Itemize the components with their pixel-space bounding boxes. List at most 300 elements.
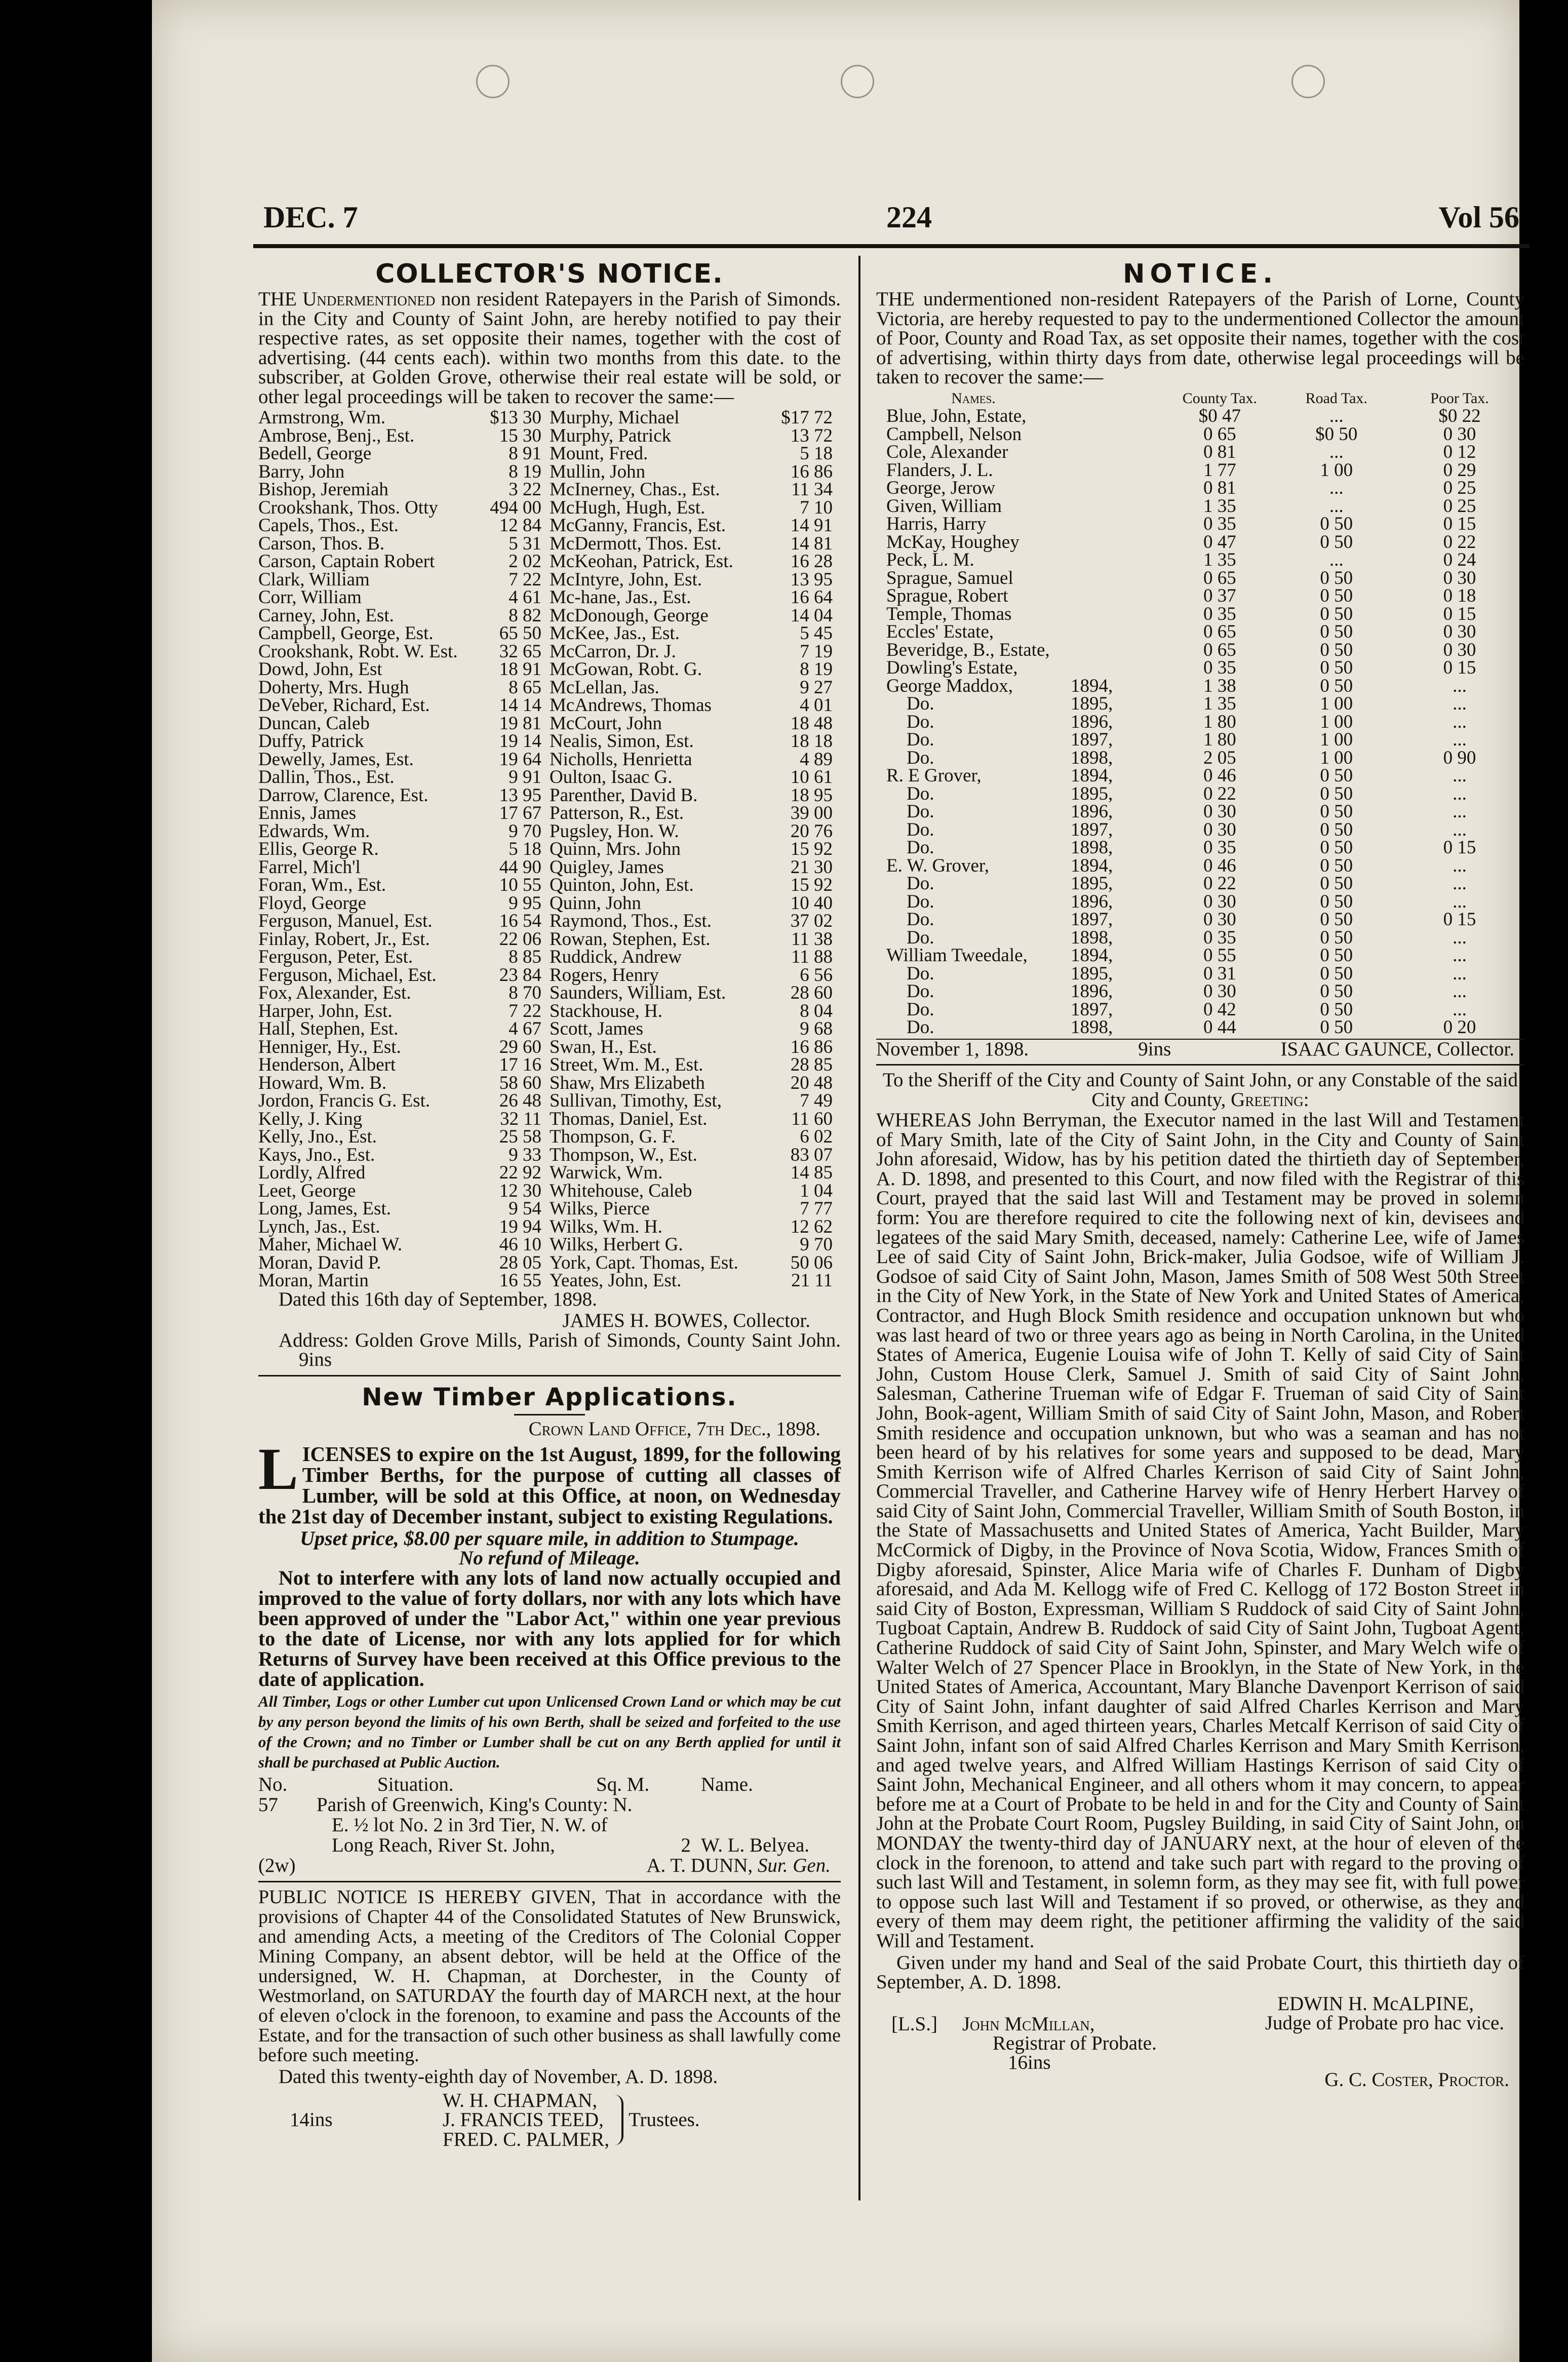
page-header xyxy=(253,200,1530,241)
rate-amount: 17 16 xyxy=(499,1054,541,1075)
ratepayer-name: Cole, Alexander xyxy=(886,442,1008,462)
ratepayer-name: Whitehouse, Caleb xyxy=(550,1180,692,1201)
ratepayer-name: Campbell, Nelson xyxy=(886,423,1022,445)
ratepayer-name: Sullivan, Timothy, Est, xyxy=(550,1090,722,1111)
ratepayer-name: Scott, James xyxy=(550,1018,643,1039)
volume-number: Vol 56 xyxy=(1438,201,1519,234)
tax-year: 1895, xyxy=(1071,873,1113,894)
lorne-row xyxy=(876,803,1524,821)
rate-amount: 22 92 xyxy=(499,1162,541,1183)
binding-hole xyxy=(476,65,509,98)
ratepayer-name: Campbell, George, Est. xyxy=(258,623,434,644)
rate-amount: 16 55 xyxy=(499,1270,541,1291)
ratepayer-name: Corr, William xyxy=(258,587,362,608)
ratepayer-name: Dowd, John, Est xyxy=(258,659,382,680)
collector-row xyxy=(258,1038,841,1056)
county-tax: 1 80 xyxy=(1203,711,1236,732)
road-tax: 1 00 xyxy=(1320,693,1353,714)
road-tax: 0 50 xyxy=(1320,765,1353,786)
county-tax: 0 30 xyxy=(1203,891,1236,912)
rate-amount: 4 61 xyxy=(508,587,541,608)
ratepayer-name: Edwards, Wm. xyxy=(258,820,370,842)
berth-applicant: W. L. Belyea. xyxy=(701,1834,810,1856)
timber-office: Crown Land Office, 7th Dec., 1898. xyxy=(528,1418,820,1440)
rate-amount: 3 22 xyxy=(508,479,541,500)
ratepayer-name: McIntyre, John, Est. xyxy=(550,569,702,590)
collector-row xyxy=(258,499,841,517)
lorne-collector: ISAAC GAUNCE, Collector. xyxy=(1280,1038,1514,1060)
proctor-name: G. C. Coster, Proctor. xyxy=(1324,2068,1509,2091)
ratepayer-name: Quinn, John xyxy=(550,892,641,914)
sheriff-heading: To the Sheriff of the City and County of Saint John, or any Constable of the said City and County, Greeting: xyxy=(882,1069,1518,1111)
public-notice: PUBLIC NOTICE IS HEREBY GIVEN, That in accordance with the provisions of Chapter 44 of the Consolidated Statutes of New Brunswick, and amending Acts, a meeting of the Creditors of The Colonial Copper Mining Company, an absent debtor, will be held at the Office of the undersigned, W. H. Chapman, at Dorchester, in the County of Westmorland, on SATURDAY the fourth day of MARCH next, at the hour of eleven o'clock in the forenoon, to examine and pass the Accounts of the Estate, and for the transaction of such other business as shall lawfully come before such meeting. xyxy=(258,1886,841,2066)
tax-year xyxy=(1071,659,1161,677)
collector-row xyxy=(258,804,841,822)
rate-amount: 7 22 xyxy=(508,569,541,590)
tax-year: 1897, xyxy=(1071,819,1113,840)
ratepayer-name: McDermott, Thos. Est. xyxy=(550,533,722,554)
ratepayer-name: McKee, Jas., Est. xyxy=(550,623,680,644)
ratepayer-name: Do. xyxy=(907,909,934,930)
poor-tax: 0 30 xyxy=(1443,423,1476,445)
collector-notice-title: COLLECTOR'S NOTICE. xyxy=(375,259,724,289)
ratepayer-name: Do. xyxy=(907,801,934,822)
ratepayer-name: Do. xyxy=(907,891,934,912)
ratepayer-name: McAndrews, Thomas xyxy=(550,695,712,716)
tax-year: 1895, xyxy=(1071,963,1113,984)
insertion-count: 9ins xyxy=(1138,1038,1171,1060)
rate-amount: 7 10 xyxy=(800,497,833,518)
tax-year xyxy=(1071,479,1161,497)
ratepayer-name: Do. xyxy=(907,873,934,894)
collector-rates-table xyxy=(258,409,841,1290)
poor-tax: 0 30 xyxy=(1443,567,1476,588)
seal-mark: [L.S.] xyxy=(891,2013,937,2035)
rate-amount: 7 22 xyxy=(508,1000,541,1021)
poor-tax: 0 18 xyxy=(1443,585,1476,606)
ratepayer-name: Sprague, Samuel xyxy=(886,567,1013,588)
road-tax: $0 50 xyxy=(1315,423,1358,445)
collector-row xyxy=(258,948,841,966)
rate-amount: 15 30 xyxy=(499,425,541,446)
road-tax: 0 50 xyxy=(1320,945,1353,966)
ratepayer-name: Wilks, Pierce xyxy=(550,1198,650,1219)
ratepayer-name: William Tweedale, xyxy=(886,945,1028,966)
ratepayer-name: DeVeber, Richard, Est. xyxy=(258,695,430,716)
ratepayer-name: Finlay, Robert, Jr., Est. xyxy=(258,928,430,950)
lorne-row xyxy=(876,443,1524,461)
tax-year: 1897, xyxy=(1071,999,1113,1020)
ratepayer-name: Crookshank, Robt. W. Est. xyxy=(258,641,458,662)
ratepayer-name: Shaw, Mrs Elizabeth xyxy=(550,1072,705,1093)
ratepayer-name: Wilks, Wm. H. xyxy=(550,1216,662,1237)
collector-dated: Dated this 16th day of September, 1898. xyxy=(279,1288,597,1310)
timber-signature: A. T. DUNN, Sur. Gen. xyxy=(646,1855,831,1876)
rate-amount: 14 14 xyxy=(499,695,541,716)
tax-year xyxy=(1071,515,1161,533)
ratepayer-name: Do. xyxy=(907,927,934,948)
rate-amount: 9 27 xyxy=(800,677,833,698)
collector-row xyxy=(258,1002,841,1020)
ratepayer-name: Duncan, Caleb xyxy=(258,713,370,734)
rate-amount: 1 04 xyxy=(800,1180,833,1201)
county-tax: 0 31 xyxy=(1203,963,1236,984)
rate-amount: 9 54 xyxy=(508,1198,541,1219)
tax-year xyxy=(1071,497,1161,516)
ratepayer-name: Floyd, George xyxy=(258,892,367,914)
ratepayer-name: Yeates, John, Est. xyxy=(550,1270,682,1291)
ratepayer-name: Harper, John, Est. xyxy=(258,1000,393,1021)
road-tax: 1 00 xyxy=(1320,459,1353,481)
lorne-row xyxy=(876,569,1524,587)
ratepayer-name: Armstrong, Wm. xyxy=(258,407,386,428)
rate-amount: 50 06 xyxy=(790,1252,833,1273)
rate-amount: 7 19 xyxy=(800,641,833,662)
rate-amount: 5 18 xyxy=(508,839,541,859)
collector-row xyxy=(258,1056,841,1074)
poor-tax: 0 22 xyxy=(1443,531,1476,553)
rate-amount: 8 91 xyxy=(508,443,541,464)
ratepayer-name: Bishop, Jeremiah xyxy=(258,479,388,500)
ratepayer-name: Maher, Michael W. xyxy=(258,1234,403,1255)
road-tax: ... xyxy=(1329,549,1344,570)
rate-amount: 10 61 xyxy=(790,767,833,788)
rate-amount: 83 07 xyxy=(790,1144,833,1165)
rate-amount: 65 50 xyxy=(499,623,541,644)
collector-row xyxy=(258,966,841,985)
ratepayer-name: York, Capt. Thomas, Est. xyxy=(550,1252,738,1273)
lorne-footer xyxy=(876,1039,1524,1059)
lorne-row xyxy=(876,767,1524,785)
column-header: County Tax. xyxy=(1182,389,1258,407)
ratepayer-name: Saunders, William, Est. xyxy=(550,982,726,1003)
road-tax: 0 50 xyxy=(1320,981,1353,1002)
poor-tax: 0 90 xyxy=(1443,747,1476,768)
collector-row xyxy=(258,930,841,949)
trustee-name: J. FRANCIS TEED, xyxy=(443,2109,604,2131)
trustee-name: W. H. CHAPMAN, xyxy=(443,2089,598,2111)
trustee-name: FRED. C. PALMER, xyxy=(443,2128,610,2150)
rate-amount: 20 48 xyxy=(790,1072,833,1093)
ratepayer-name: Moran, David P. xyxy=(258,1252,381,1273)
rate-amount: 9 91 xyxy=(508,767,541,788)
lorne-row xyxy=(876,461,1524,480)
collector-row xyxy=(258,1092,841,1110)
bracket xyxy=(614,2095,623,2145)
county-tax: 1 38 xyxy=(1203,675,1236,696)
rate-amount: 32 11 xyxy=(500,1108,541,1129)
rate-amount: 9 70 xyxy=(508,820,541,842)
county-tax: 0 46 xyxy=(1203,855,1236,876)
collector-row xyxy=(258,876,841,894)
column-header: Names. xyxy=(951,389,996,407)
rate-amount: 16 86 xyxy=(790,1036,833,1057)
issue-date: DEC. 7 xyxy=(263,201,358,234)
ratepayer-name: Quinton, John, Est. xyxy=(550,875,694,895)
lorne-row xyxy=(876,641,1524,659)
ratepayer-name: McCourt, John xyxy=(550,713,662,734)
ratepayer-name: Capels, Thos., Est. xyxy=(258,515,399,536)
rate-amount: 17 67 xyxy=(499,803,541,823)
poor-tax: ... xyxy=(1453,801,1467,822)
county-tax: 1 77 xyxy=(1203,459,1236,481)
timber-title: New Timber Applications. xyxy=(362,1383,737,1411)
tax-year: 1895, xyxy=(1071,783,1113,804)
trustees-label: Trustees. xyxy=(629,2109,700,2131)
road-tax: 1 00 xyxy=(1320,747,1353,768)
lorne-row xyxy=(876,965,1524,983)
ratepayer-name: Carney, John, Est. xyxy=(258,605,394,626)
rate-amount: 10 40 xyxy=(790,892,833,914)
rate-amount: 9 33 xyxy=(508,1144,541,1165)
road-tax: ... xyxy=(1329,495,1344,517)
road-tax: 1 00 xyxy=(1320,711,1353,732)
ratepayer-name: Lynch, Jas., Est. xyxy=(258,1216,380,1237)
rate-amount: 14 85 xyxy=(790,1162,833,1183)
tax-year: 1896, xyxy=(1071,891,1113,912)
title-underline xyxy=(514,1414,585,1415)
lorne-row xyxy=(876,839,1524,857)
ratepayer-name: Hall, Stephen, Est. xyxy=(258,1018,399,1039)
road-tax: 0 50 xyxy=(1320,891,1353,912)
registrar-name: John McMillan, xyxy=(962,2013,1095,2035)
ratepayer-name: Long, James, Est. xyxy=(258,1198,391,1219)
lorne-row xyxy=(876,929,1524,947)
ratepayer-name: Lordly, Alfred xyxy=(258,1162,366,1183)
ratepayer-name: Darrow, Clarence, Est. xyxy=(258,784,428,806)
ratepayer-name: Dallin, Thos., Est. xyxy=(258,767,395,788)
ratepayer-name: Flanders, J. L. xyxy=(886,459,993,481)
collector-row xyxy=(258,427,841,445)
rate-amount: 12 30 xyxy=(499,1180,541,1201)
rate-amount: 5 45 xyxy=(800,623,833,644)
rate-amount: 8 19 xyxy=(508,461,541,482)
county-tax: 1 35 xyxy=(1203,549,1236,570)
poor-tax: 0 29 xyxy=(1443,459,1476,481)
ratepayer-name: Carson, Captain Robert xyxy=(258,551,435,572)
ratepayer-name: Bedell, George xyxy=(258,443,372,464)
road-tax: 0 50 xyxy=(1320,837,1353,858)
collector-row xyxy=(258,751,841,769)
right-column xyxy=(876,258,1524,2096)
ratepayer-name: McHugh, Hugh, Est. xyxy=(550,497,705,518)
ratepayer-name: Henniger, Hy., Est. xyxy=(258,1036,401,1057)
tax-year: 1897, xyxy=(1071,909,1113,930)
lorne-row xyxy=(876,497,1524,516)
timber-berth-table xyxy=(258,1775,841,1876)
road-tax: 0 50 xyxy=(1320,567,1353,588)
county-tax: 0 22 xyxy=(1203,783,1236,804)
ratepayer-name: Duffy, Patrick xyxy=(258,731,364,752)
lorne-row xyxy=(876,515,1524,533)
road-tax: 0 50 xyxy=(1320,909,1353,930)
poor-tax: ... xyxy=(1453,693,1467,714)
poor-tax: 0 15 xyxy=(1443,837,1476,858)
ratepayer-name: Patterson, R., Est. xyxy=(550,803,684,823)
rate-amount: 58 60 xyxy=(499,1072,541,1093)
ratepayer-name: Fox, Alexander, Est. xyxy=(258,982,411,1003)
county-tax: 0 30 xyxy=(1203,981,1236,1002)
poor-tax: 0 20 xyxy=(1443,1017,1476,1038)
collector-row xyxy=(258,715,841,733)
road-tax: 0 50 xyxy=(1320,999,1353,1020)
ratepayer-name: McKeohan, Patrick, Est. xyxy=(550,551,733,572)
ratepayer-name: Parenther, David B. xyxy=(550,784,698,806)
rate-amount: 4 01 xyxy=(800,695,833,716)
ratepayer-name: Blue, John, Estate, xyxy=(886,406,1027,426)
tax-year: 1895, xyxy=(1071,693,1113,714)
poor-tax: ... xyxy=(1453,963,1467,984)
ratepayer-name: Ferguson, Michael, Est. xyxy=(258,964,437,986)
poor-tax: ... xyxy=(1453,711,1467,732)
ratepayer-name: Moran, Martin xyxy=(258,1270,369,1291)
collector-row xyxy=(258,409,841,427)
ratepayer-name: Quigley, James xyxy=(550,856,664,878)
rate-amount: 6 56 xyxy=(800,964,833,986)
binding-hole xyxy=(841,65,874,98)
tax-year xyxy=(1071,461,1161,480)
county-tax: 0 47 xyxy=(1203,531,1236,553)
lorne-row xyxy=(876,893,1524,911)
insertion-count: (2w) xyxy=(258,1855,296,1876)
registrar-title: Registrar of Probate. xyxy=(993,2032,1157,2054)
ratepayer-name: Do. xyxy=(907,837,934,858)
column-header: Road Tax. xyxy=(1305,389,1367,407)
road-tax: 0 50 xyxy=(1320,963,1353,984)
rate-amount: 10 55 xyxy=(499,875,541,895)
tax-year xyxy=(1071,587,1161,605)
county-tax: 0 35 xyxy=(1203,514,1236,534)
poor-tax: 0 30 xyxy=(1443,639,1476,660)
rate-amount: 9 70 xyxy=(800,1234,833,1255)
ratepayer-name: Stackhouse, H. xyxy=(550,1000,662,1021)
rate-amount: 8 04 xyxy=(800,1000,833,1021)
lorne-row xyxy=(876,1001,1524,1019)
collector-row xyxy=(258,1272,841,1290)
rate-amount: 14 04 xyxy=(790,605,833,626)
collector-row xyxy=(258,660,841,679)
rate-amount: 28 60 xyxy=(790,982,833,1003)
ratepayer-name: Peck, L. M. xyxy=(886,549,974,570)
lorne-row xyxy=(876,785,1524,803)
road-tax: 0 50 xyxy=(1320,873,1353,894)
collector-row xyxy=(258,643,841,661)
ratepayer-name: Kelly, Jno., Est. xyxy=(258,1126,377,1147)
column-header: No. xyxy=(258,1774,288,1795)
ratepayer-name: McInerney, Chas., Est. xyxy=(550,479,720,500)
ratepayer-name: Temple, Thomas xyxy=(886,603,1012,624)
rate-amount: 19 64 xyxy=(499,749,541,770)
column-header: Sq. M. xyxy=(596,1774,650,1795)
ratepayer-name: Rowan, Stephen, Est. xyxy=(550,928,711,950)
ratepayer-name: Nealis, Simon, Est. xyxy=(550,731,694,752)
rate-amount: 12 62 xyxy=(790,1216,833,1237)
rate-amount: 28 85 xyxy=(790,1054,833,1075)
rate-amount: 6 02 xyxy=(800,1126,833,1147)
section-rule xyxy=(258,1881,841,1882)
ratepayer-name: Murphy, Patrick xyxy=(550,425,672,446)
tax-year xyxy=(1071,605,1161,623)
rate-amount: 7 77 xyxy=(800,1198,833,1219)
ratepayer-name: Kelly, J. King xyxy=(258,1108,363,1129)
trustees-block xyxy=(258,2090,701,2151)
rate-amount: 18 91 xyxy=(499,659,541,680)
lorne-row xyxy=(876,551,1524,569)
column-divider xyxy=(858,256,860,2200)
poor-tax: 0 30 xyxy=(1443,621,1476,642)
tax-year xyxy=(1071,623,1161,641)
ratepayer-name: Clark, William xyxy=(258,569,370,590)
section-rule xyxy=(258,1375,841,1376)
upset-price: Upset price, $8.00 per square mile, in addition to Stumpage. xyxy=(300,1527,799,1550)
rate-amount: 23 84 xyxy=(499,964,541,986)
sheriff-given: Given under my hand and Seal of the said Probate Court, this thirtieth day of September, A. D. 1898. xyxy=(876,1951,1524,1993)
tax-year xyxy=(1071,641,1161,659)
rate-amount: 22 06 xyxy=(499,928,541,950)
ratepayer-name: Kays, Jno., Est. xyxy=(258,1144,375,1165)
road-tax: 0 50 xyxy=(1320,1017,1353,1038)
binding-hole xyxy=(1291,65,1325,98)
collector-row xyxy=(258,1200,841,1218)
berth-situation: Long Reach, River St. John, xyxy=(332,1834,555,1856)
rate-amount: 19 14 xyxy=(499,731,541,752)
drop-cap: L xyxy=(258,1436,298,1502)
poor-tax: $0 22 xyxy=(1438,406,1481,426)
rate-amount: 8 85 xyxy=(508,947,541,967)
lorne-row xyxy=(876,407,1524,425)
poor-tax: ... xyxy=(1453,927,1467,948)
insertion-count: 14ins xyxy=(290,2109,333,2131)
tax-year: 1896, xyxy=(1071,711,1113,732)
collector-row xyxy=(258,481,841,499)
lorne-row xyxy=(876,947,1524,965)
collector-row xyxy=(258,1110,841,1128)
lorne-tax-table xyxy=(876,389,1524,1037)
ratepayer-name: Sprague, Robert xyxy=(886,585,1008,606)
berth-situation: E. ½ lot No. 2 in 3rd Tier, N. W. of xyxy=(332,1814,608,1836)
rate-amount: 11 38 xyxy=(791,928,833,950)
county-tax: 1 35 xyxy=(1203,495,1236,517)
collector-row xyxy=(258,679,841,697)
tax-year: 1898, xyxy=(1071,747,1113,768)
county-tax: 0 30 xyxy=(1203,909,1236,930)
road-tax: 0 50 xyxy=(1320,639,1353,660)
road-tax: ... xyxy=(1329,406,1344,426)
lorne-row xyxy=(876,821,1524,839)
tax-year: 1896, xyxy=(1071,981,1113,1002)
rate-amount: 25 58 xyxy=(499,1126,541,1147)
ratepayer-name: Quinn, Mrs. John xyxy=(550,839,681,859)
lorne-row xyxy=(876,605,1524,623)
rate-amount: $17 72 xyxy=(781,407,833,428)
tax-year: 1894, xyxy=(1071,855,1113,876)
lorne-date: November 1, 1898. xyxy=(876,1038,1029,1060)
collector-row xyxy=(258,840,841,858)
tax-year xyxy=(1071,569,1161,587)
road-tax: 0 50 xyxy=(1320,783,1353,804)
collector-row xyxy=(258,1218,841,1236)
ratepayer-name: Ferguson, Manuel, Est. xyxy=(258,911,433,931)
rate-amount: 11 34 xyxy=(791,479,833,500)
rate-amount: 12 84 xyxy=(499,515,541,536)
ratepayer-name: Do. xyxy=(907,729,934,750)
rate-amount: 4 67 xyxy=(508,1018,541,1039)
rate-amount: 39 00 xyxy=(790,803,833,823)
rate-amount: 20 76 xyxy=(790,820,833,842)
ratepayer-name: Mc-hane, Jas., Est. xyxy=(550,587,691,608)
lorne-row xyxy=(876,713,1524,731)
ratepayer-name: Do. xyxy=(907,783,934,804)
